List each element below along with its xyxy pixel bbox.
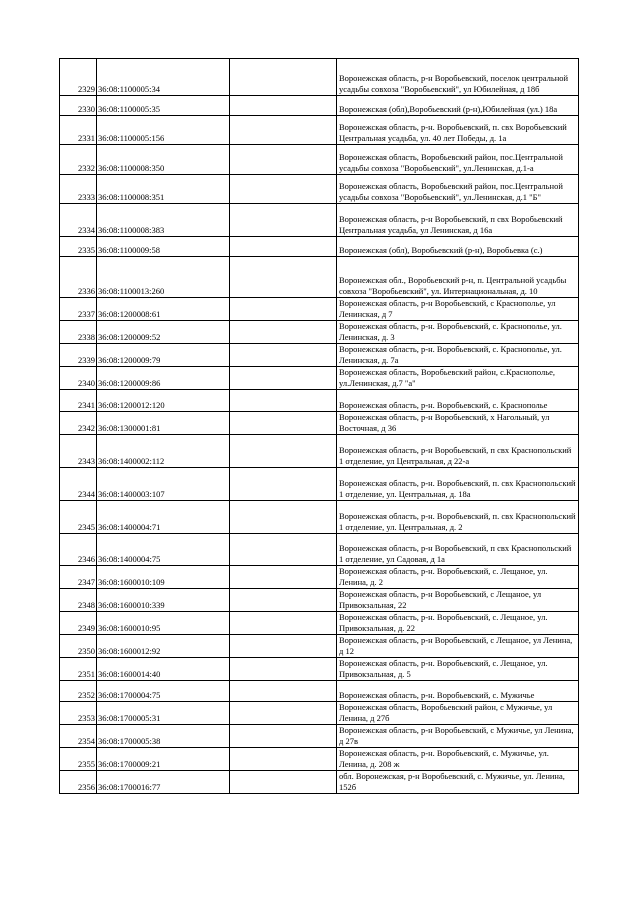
empty-cell <box>230 635 337 658</box>
address-cell: Воронежская область, р-н. Воробьевский, п. свх Краснопольский 1 отделение, ул. Центральная, д. 18а <box>337 468 579 501</box>
empty-cell <box>230 96 337 116</box>
address-cell: Воронежская область, Воробьевский район, с.Краснополье, ул.Ленинская, д.7 "а" <box>337 367 579 390</box>
cadastral-number: 36:08:1700016:77 <box>97 771 230 794</box>
address-cell: обл. Воронежская, р-н Воробьевский, с. Мужичье, ул. Ленина, 152б <box>337 771 579 794</box>
table-row <box>60 725 579 748</box>
address-cell: Воронежская область, р-н Воробьевский, п свх Краснопольский 1 отделение, ул Центральная, д 22-а <box>337 435 579 468</box>
table-row <box>60 681 579 702</box>
cadastral-number: 36:08:1100013:260 <box>97 257 230 298</box>
table-row <box>60 501 579 534</box>
row-number: 2329 <box>60 59 97 96</box>
table-row <box>60 534 579 566</box>
cadastral-number: 36:08:1400002:112 <box>97 435 230 468</box>
address-cell: Воронежская область, р-н Воробьевский, с Мужичье, ул Ленина, д 27в <box>337 725 579 748</box>
address-cell: Воронежская (обл),Воробьевский (р-н),Юбилейная (ул.) 18а <box>337 96 579 116</box>
empty-cell <box>230 390 337 412</box>
address-cell: Воронежская область, Воробьевский район, с Мужичье, ул Ленина, д 27б <box>337 702 579 725</box>
table-row <box>60 204 579 237</box>
address-cell: Воронежская область, р-н. Воробьевский, с. Краснополье, ул. Ленинская, д. 7а <box>337 344 579 367</box>
table-row <box>60 96 579 116</box>
row-number: 2340 <box>60 367 97 390</box>
empty-cell <box>230 237 337 257</box>
row-number: 2331 <box>60 116 97 145</box>
table-row <box>60 658 579 681</box>
address-cell: Воронежская область, Воробьевский район, пос.Центральной усадьбы совхоза "Воробьевский", ул.Ленинская, д.1 "Б" <box>337 175 579 204</box>
address-cell: Воронежская область, р-н Воробьевский, с Лещаное, ул Привокзальная, 22 <box>337 589 579 612</box>
table-row <box>60 116 579 145</box>
row-number: 2341 <box>60 390 97 412</box>
row-number: 2339 <box>60 344 97 367</box>
address-cell: Воронежская область, р-н Воробьевский, п свх Краснопольский 1 отделение, ул Садовая, д 1а <box>337 534 579 566</box>
empty-cell <box>230 748 337 771</box>
address-cell: Воронежская область, р-н. Воробьевский, с. Мужичье, ул. Ленина, д. 208 ж <box>337 748 579 771</box>
empty-cell <box>230 435 337 468</box>
empty-cell <box>230 702 337 725</box>
empty-cell <box>230 298 337 321</box>
cadastral-number: 36:08:1200012:120 <box>97 390 230 412</box>
address-cell: Воронежская обл., Воробьевский р-н, п. Центральной усадьбы совхоза "Воробьевский", ул. Интернациональная, д. 10 <box>337 257 579 298</box>
address-cell: Воронежская область, р-н. Воробьевский, с. Лещаное, ул. Привокзальная, д. 5 <box>337 658 579 681</box>
table-row <box>60 367 579 390</box>
address-cell: Воронежская область, Воробьевский район, пос.Центральной усадьбы совхоза "Воробьевский", ул.Ленинская, д.1-а <box>337 145 579 175</box>
cadastral-number: 36:08:1100008:383 <box>97 204 230 237</box>
row-number: 2346 <box>60 534 97 566</box>
row-number: 2349 <box>60 612 97 635</box>
cadastral-number: 36:08:1100005:156 <box>97 116 230 145</box>
cadastral-number: 36:08:1400004:71 <box>97 501 230 534</box>
row-number: 2351 <box>60 658 97 681</box>
table-row <box>60 344 579 367</box>
empty-cell <box>230 257 337 298</box>
table-row <box>60 59 579 96</box>
row-number: 2353 <box>60 702 97 725</box>
empty-cell <box>230 612 337 635</box>
address-cell: Воронежская область, р-н. Воробьевский, с. Лещаное, ул. Ленина, д. 2 <box>337 566 579 589</box>
table-row <box>60 257 579 298</box>
cadastral-number: 36:08:1100005:35 <box>97 96 230 116</box>
cadastral-number: 36:08:1600014:40 <box>97 658 230 681</box>
address-cell: Воронежская область, р-н. Воробьевский, с. Лещаное, ул. Привокзальная, д. 22 <box>337 612 579 635</box>
cadastral-number: 36:08:1600010:339 <box>97 589 230 612</box>
table-row <box>60 390 579 412</box>
empty-cell <box>230 658 337 681</box>
row-number: 2335 <box>60 237 97 257</box>
table-row <box>60 612 579 635</box>
empty-cell <box>230 534 337 566</box>
empty-cell <box>230 589 337 612</box>
cadastral-number: 36:08:1200008:61 <box>97 298 230 321</box>
table-row <box>60 298 579 321</box>
empty-cell <box>230 771 337 794</box>
row-number: 2345 <box>60 501 97 534</box>
register-rows <box>60 59 579 794</box>
empty-cell <box>230 145 337 175</box>
row-number: 2348 <box>60 589 97 612</box>
cadastral-number: 36:08:1100009:58 <box>97 237 230 257</box>
row-number: 2334 <box>60 204 97 237</box>
cadastral-number: 36:08:1200009:52 <box>97 321 230 344</box>
cadastral-number: 36:08:1100008:351 <box>97 175 230 204</box>
table-row <box>60 468 579 501</box>
table-row <box>60 771 579 794</box>
empty-cell <box>230 725 337 748</box>
cadastral-number: 36:08:1100005:34 <box>97 59 230 96</box>
table-row <box>60 589 579 612</box>
cadastral-number: 36:08:1700005:38 <box>97 725 230 748</box>
cadastral-number: 36:08:1300001:81 <box>97 412 230 435</box>
address-cell: Воронежская область, р-н Воробьевский, поселок центральной усадьбы совхоза "Воробьевский", ул Юбилейная, д 18б <box>337 59 579 96</box>
table-row <box>60 635 579 658</box>
empty-cell <box>230 175 337 204</box>
row-number: 2352 <box>60 681 97 702</box>
empty-cell <box>230 501 337 534</box>
empty-cell <box>230 59 337 96</box>
table-row <box>60 237 579 257</box>
cadastral-number: 36:08:1600012:92 <box>97 635 230 658</box>
address-cell: Воронежская область, р-н Воробьевский, п свх Воробьевский Центральная усадьба, ул Ленинская, д 16а <box>337 204 579 237</box>
row-number: 2344 <box>60 468 97 501</box>
empty-cell <box>230 344 337 367</box>
cadastral-number: 36:08:1200009:86 <box>97 367 230 390</box>
cadastral-number: 36:08:1600010:109 <box>97 566 230 589</box>
address-cell: Воронежская область, р-н. Воробьевский, с. Краснополье, ул. Ленинская, д. 3 <box>337 321 579 344</box>
address-cell: Воронежская область, р-н Воробьевский, с Краснополье, ул Ленинская, д 7 <box>337 298 579 321</box>
cadastral-number: 36:08:1400004:75 <box>97 534 230 566</box>
row-number: 2342 <box>60 412 97 435</box>
empty-cell <box>230 681 337 702</box>
table-row <box>60 321 579 344</box>
address-cell: Воронежская область, р-н Воробьевский, х Нагольный, ул Восточная, д 36 <box>337 412 579 435</box>
address-cell: Воронежская область, р-н. Воробьевский, с. Мужичье <box>337 681 579 702</box>
cadastral-number: 36:08:1400003:107 <box>97 468 230 501</box>
row-number: 2338 <box>60 321 97 344</box>
row-number: 2336 <box>60 257 97 298</box>
row-number: 2333 <box>60 175 97 204</box>
table-row <box>60 566 579 589</box>
table-row <box>60 145 579 175</box>
empty-cell <box>230 468 337 501</box>
cadastral-number: 36:08:1600010:95 <box>97 612 230 635</box>
row-number: 2356 <box>60 771 97 794</box>
address-cell: Воронежская (обл), Воробьевский (р-н), Воробьевка (с.) <box>337 237 579 257</box>
cadastral-number: 36:08:1200009:79 <box>97 344 230 367</box>
empty-cell <box>230 321 337 344</box>
row-number: 2337 <box>60 298 97 321</box>
row-number: 2354 <box>60 725 97 748</box>
table-row <box>60 435 579 468</box>
address-cell: Воронежская область, р-н. Воробьевский, п. свх Воробьевский Центральная усадьба, ул. 40 лет Победы, д. 1а <box>337 116 579 145</box>
address-cell: Воронежская область, р-н. Воробьевский, п. свх Краснопольский 1 отделение, ул. Центральная, д. 2 <box>337 501 579 534</box>
table-row <box>60 412 579 435</box>
empty-cell <box>230 367 337 390</box>
empty-cell <box>230 116 337 145</box>
cadastral-number: 36:08:1700009:21 <box>97 748 230 771</box>
row-number: 2343 <box>60 435 97 468</box>
cadastral-number: 36:08:1700005:31 <box>97 702 230 725</box>
empty-cell <box>230 412 337 435</box>
row-number: 2330 <box>60 96 97 116</box>
address-cell: Воронежская область, р-н Воробьевский, с Лещаное, ул Ленина, д 12 <box>337 635 579 658</box>
property-register-table <box>59 58 579 794</box>
table-row <box>60 702 579 725</box>
row-number: 2332 <box>60 145 97 175</box>
table-row <box>60 748 579 771</box>
row-number: 2347 <box>60 566 97 589</box>
row-number: 2355 <box>60 748 97 771</box>
address-cell: Воронежская область, р-н. Воробьевский, с. Краснополье <box>337 390 579 412</box>
row-number: 2350 <box>60 635 97 658</box>
cadastral-number: 36:08:1700004:75 <box>97 681 230 702</box>
empty-cell <box>230 566 337 589</box>
empty-cell <box>230 204 337 237</box>
table-row <box>60 175 579 204</box>
cadastral-number: 36:08:1100008:350 <box>97 145 230 175</box>
